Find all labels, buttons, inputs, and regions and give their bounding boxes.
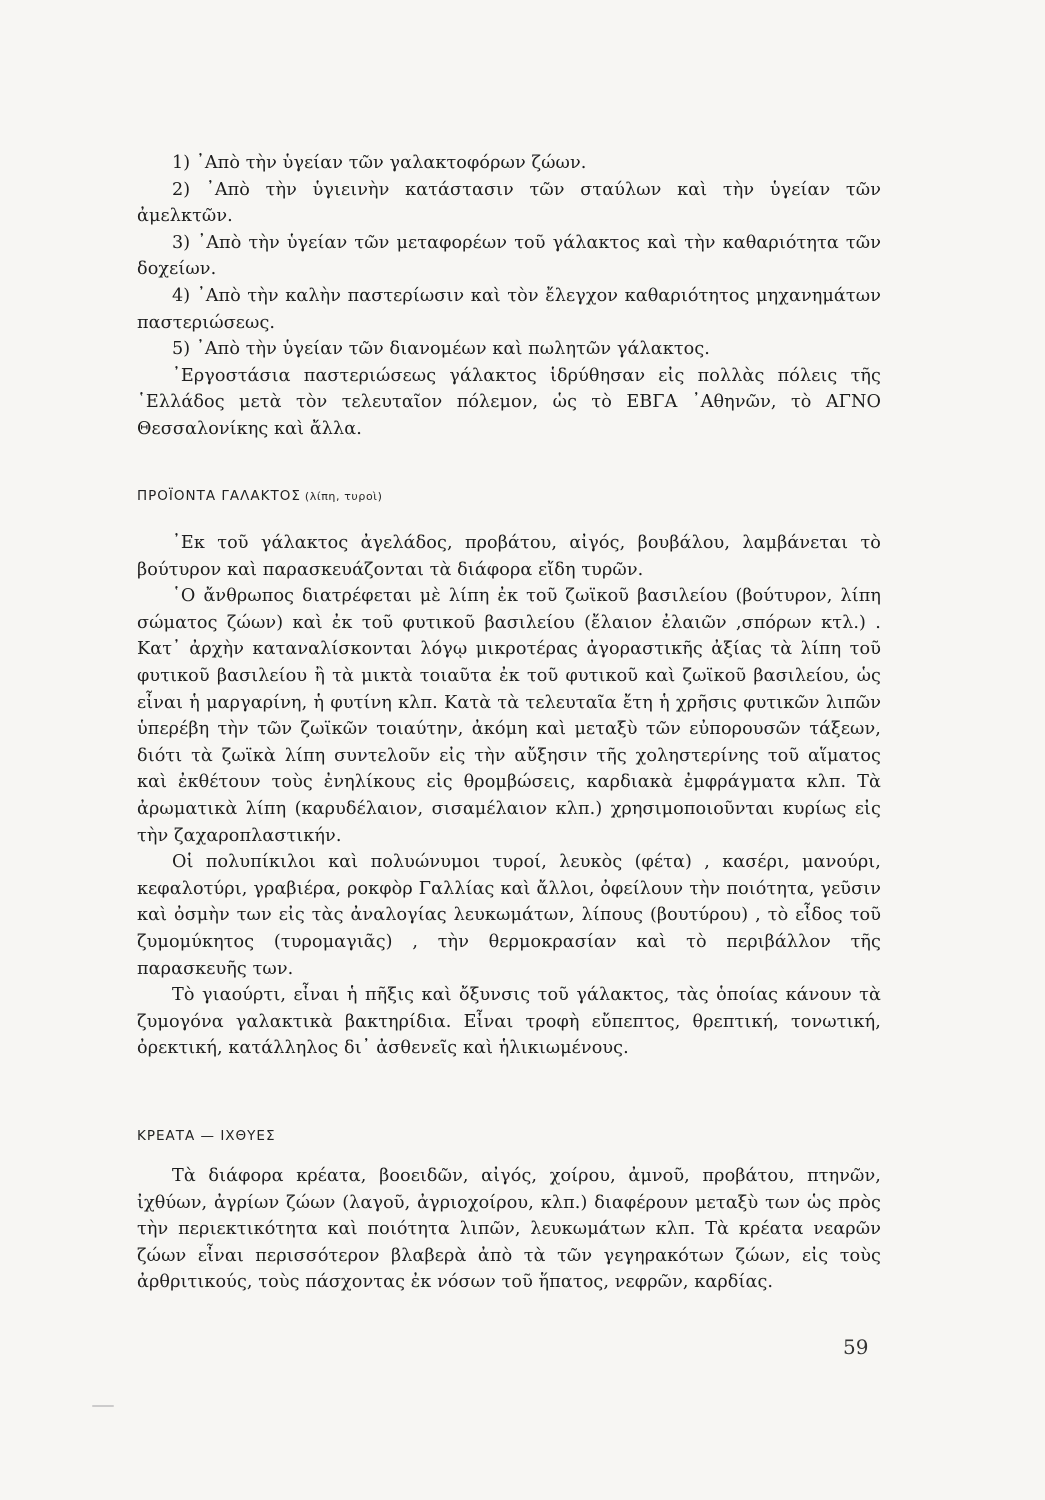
- dairy-products-heading: [137, 488, 383, 504]
- list-item-5: 5) ᾿Απὸ τὴν ὑγείαν τῶν διανομέων καὶ πωλητῶν γάλακτος.: [172, 339, 710, 360]
- milk-quality-list: [137, 150, 881, 443]
- dairy-paragraph-cheeses: Οἱ πολυπίκιλοι καὶ πολυώνυμοι τυροί, λευκὸς (φέτα) , κασέρι, μανούρι, κεφαλοτύρι, γραβιέρα, ροκφὸρ Γαλλίας καὶ ἄλλοι, ὀφείλουν τὴν ποιότητα, γεῦσιν καὶ ὀσμὴν των εἰς τὰς ἀναλογίας λευκωμάτων, λίπους (βουτύρου) , τὸ εἶδος τοῦ ζυμομύκητος (τυρομαγιᾶς) , τὴν θερμοκρασίαν καὶ τὸ περιβάλλον τῆς παρασκευῆς των.: [137, 852, 881, 979]
- dairy-products-text: [137, 530, 881, 1062]
- list-item-2: 2) ᾿Απὸ τὴν ὑγιεινὴν κατάστασιν τῶν σταύλων καὶ τὴν ὑγείαν τῶν ἀμελκτῶν.: [137, 179, 881, 227]
- list-item-1: 1) ᾿Απὸ τὴν ὑγείαν τῶν γαλακτοφόρων ζώων.: [172, 153, 587, 173]
- list-item-3: 3) ᾿Απὸ τὴν ὑγείαν τῶν μεταφορέων τοῦ γάλακτος καὶ τὴν καθαριότητα τῶν δοχείων.: [137, 232, 881, 280]
- meat-paragraph: Τὰ διάφορα κρέατα, βοοειδῶν, αἰγός, χοίρου, ἀμνοῦ, προβάτου, πτηνῶν, ἰχθύων, ἀγρίων ζώων (λαγοῦ, ἀγριοχοίρου, κλπ.) διαφέρουν μεταξὺ των ὡς πρὸς τὴν περιεκτικότητα καὶ ποιότητα λιπῶν, λευκωμάτων κλπ. Τὰ κρέατα νεαρῶν ζώων εἶναι περισσότερον βλαβερὰ ἀπὸ τὰ τῶν γεγηρακότων ζώων, εἰς τοὺς ἀρθριτικούς, τοὺς πάσχοντας ἐκ νόσων τοῦ ἥπατος, νεφρῶν, καρδίας.: [137, 1166, 881, 1293]
- dairy-paragraph-butter: ᾿Εκ τοῦ γάλακτος ἀγελάδος, προβάτου, αἰγός, βουβάλου, λαμβάνεται τὸ βούτυρον καὶ παρασκευάζονται τὰ διάφορα εἴδη τυρῶν.: [137, 533, 881, 580]
- dairy-paragraph-yogurt: Τὸ γιαούρτι, εἶναι ἡ πῆξις καὶ ὄξυνσις τοῦ γάλακτος, τὰς ὁποίας κάνουν τὰ ζυμογόνα γαλακτικὰ βακτηρίδια. Εἶναι τροφὴ εὔπεπτος, θρεπτική, τονωτική, ὀρεκτική, κατάλληλος δι᾿ ἀσθενεῖς καὶ ἡλικιωμένους.: [137, 985, 881, 1059]
- dairy-products-title: ΠΡΟΪΟΝΤΑ ΓΑΛΑΚΤΟΣ: [137, 488, 301, 504]
- meat-fish-heading: ΚΡΕΑΤΑ — ΙΧΘΥΕΣ: [137, 1128, 276, 1144]
- meat-fish-text: [137, 1163, 881, 1296]
- dairy-products-subtitle: (λίπη, τυροὶ): [304, 490, 383, 503]
- page-number: 59: [843, 1335, 869, 1359]
- scan-mark: [92, 1405, 114, 1407]
- dairy-paragraph-fats: ῾Ο ἄνθρωπος διατρέφεται μὲ λίπη ἐκ τοῦ ζωϊκοῦ βασιλείου (βούτυρον, λίπη σώματος ζώων) καὶ ἐκ τοῦ φυτικοῦ βασιλείου (ἔλαιον ἐλαιῶν ,σπόρων κτλ.) . Κατ᾿ ἀρχὴν καταναλίσκονται λόγῳ μικροτέρας ἀγοραστικῆς ἀξίας τὰ λίπη τοῦ φυτικοῦ βασιλείου ἢ τὰ μικτὰ τοιαῦτα ἐκ τοῦ φυτικοῦ καὶ ζωϊκοῦ βασιλείου, ὡς εἶναι ἡ μαργαρίνη, ἡ φυτίνη κλπ. Κατὰ τὰ τελευταῖα ἔτη ἡ χρῆσις φυτικῶν λιπῶν ὑπερέβη τὴν τῶν ζωϊκῶν τοιαύτην, ἀκόμη καὶ μεταξὺ τῶν εὐπορουσῶν τάξεων, διότι τὰ ζωϊκὰ λίπη συντελοῦν εἰς τὴν αὔξησιν τῆς χοληστερίνης τοῦ αἵματος καὶ ἐκθέτουν τοὺς ἐνηλίκους εἰς θρομβώσεις, καρδιακὰ ἐμφράγματα κλπ. Τὰ ἀρωματικὰ λίπη (καρυδέλαιον, σισαμέλαιον κλπ.) χρησιμοποιοῦνται κυρίως εἰς τὴν ζαχαροπλαστικήν.: [137, 586, 881, 846]
- pasteurization-factories-paragraph: ᾿Εργοστάσια παστεριώσεως γάλακτος ἱδρύθησαν εἰς πολλὰς πόλεις τῆς ῾Ελλάδος μετὰ τὸν τελευταῖον πόλεμον, ὡς τὸ ΕΒΓΑ ᾿Αθηνῶν, τὸ ΑΓΝΟ Θεσσαλονίκης καὶ ἄλλα.: [137, 365, 881, 439]
- list-item-4: 4) ᾿Απὸ τὴν καλὴν παστερίωσιν καὶ τὸν ἔλεγχον καθαριότητος μηχανημάτων παστεριώσεως.: [137, 285, 881, 333]
